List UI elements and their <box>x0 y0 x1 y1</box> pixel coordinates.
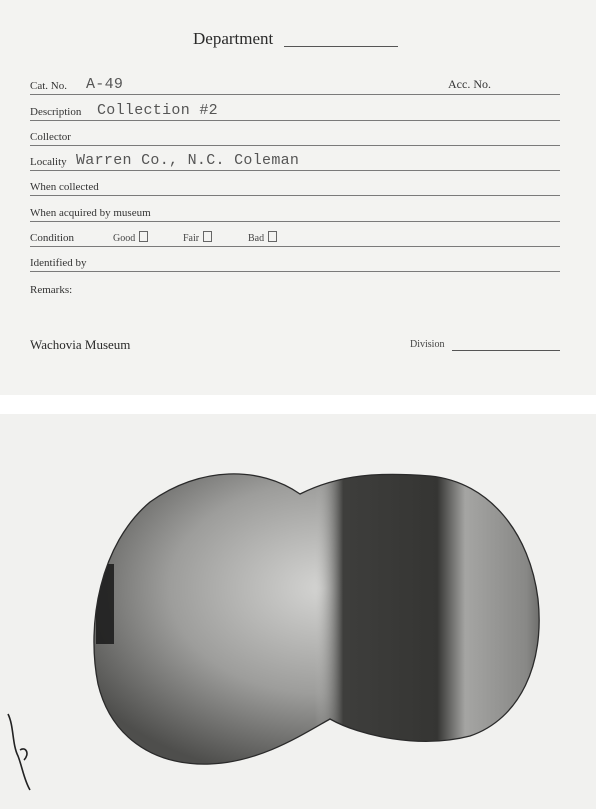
remarks-label: Remarks: <box>30 284 73 296</box>
condition-good: Good <box>113 231 148 244</box>
division-line <box>452 350 560 351</box>
signature-icon <box>8 714 30 790</box>
when-collected-row <box>30 177 560 196</box>
locality-row <box>30 152 560 171</box>
collector-row <box>30 127 560 146</box>
fair-checkbox[interactable] <box>203 231 212 242</box>
artifact-drawing <box>0 414 596 809</box>
condition-bad: Bad <box>248 231 277 244</box>
locality-value: Warren Co., N.C. Coleman <box>76 152 300 169</box>
condition-fair: Fair <box>183 231 212 244</box>
locality-label: Locality <box>30 156 67 168</box>
museum-name: Wachovia Museum <box>30 337 131 352</box>
good-checkbox[interactable] <box>139 231 148 242</box>
acc-no-label: Acc. No. <box>448 77 491 91</box>
division-label: Division <box>410 339 445 350</box>
condition-row <box>30 228 560 247</box>
when-acquired-label: When acquired by museum <box>30 207 151 219</box>
collector-label: Collector <box>30 131 71 143</box>
identified-by-label: Identified by <box>30 257 87 269</box>
description-value: Collection #2 <box>97 102 218 119</box>
artifact-sketch <box>0 414 596 809</box>
identified-by-row <box>30 253 560 272</box>
department-line <box>284 46 398 47</box>
when-collected-label: When collected <box>30 181 99 193</box>
cat-no-label: Cat. No. <box>30 80 67 92</box>
department-label: Department <box>193 29 274 48</box>
description-row <box>30 102 560 121</box>
condition-label: Condition <box>30 232 75 244</box>
bad-checkbox[interactable] <box>268 231 277 242</box>
catalog-card <box>0 0 596 395</box>
cat-no-row <box>30 76 560 95</box>
when-acquired-row <box>30 203 560 222</box>
description-label: Description <box>30 106 82 118</box>
cat-no-value: A-49 <box>86 76 124 93</box>
